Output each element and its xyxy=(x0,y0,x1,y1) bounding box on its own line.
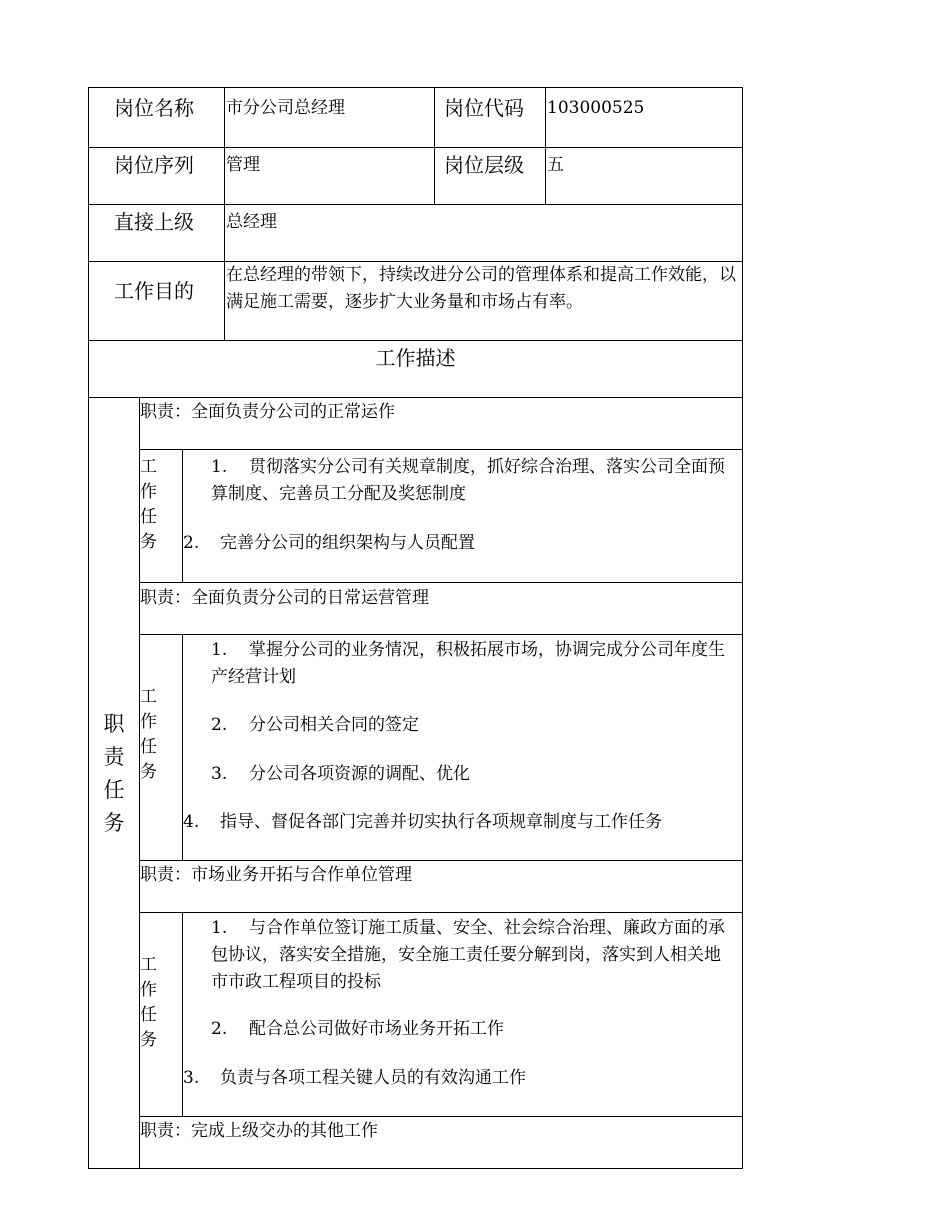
task-text: 掌握分公司的业务情况，积极拓展市场，协调完成分公司年度生产经营计划 xyxy=(211,640,725,687)
task-text: 分公司相关合同的签定 xyxy=(249,715,419,735)
duty-tasks-label: 职责任务 xyxy=(103,712,125,835)
level-value: 五 xyxy=(547,155,564,175)
table-rule xyxy=(139,582,743,583)
table-rule xyxy=(545,87,546,205)
task-text: 贯彻落实分公司有关规章制度，抓好综合治理、落实公司全面预算制度、完善员工分配及奖惩制度 xyxy=(211,457,725,504)
position-code-label: 岗位代码 xyxy=(444,96,524,120)
task-number: 1. xyxy=(211,640,228,660)
superior-label: 直接上级 xyxy=(114,210,194,234)
purpose-label: 工作目的 xyxy=(114,279,194,303)
duty-title: 职责：全面负责分公司的正常运作 xyxy=(140,402,395,422)
table-rule xyxy=(139,860,743,861)
table-rule xyxy=(742,87,743,1169)
task-number: 4. xyxy=(183,812,200,832)
task-text: 分公司各项资源的调配、优化 xyxy=(249,764,470,784)
task-number: 1. xyxy=(211,457,228,477)
table-rule xyxy=(88,147,743,148)
task-label: 工作任务 xyxy=(140,457,157,552)
sequence-label: 岗位序列 xyxy=(114,153,194,177)
level-label: 岗位层级 xyxy=(444,153,524,177)
purpose-value: 在总经理的带领下，持续改进分公司的管理体系和提高工作效能，以满足施工需要，逐步扩大业务量和市场占有率。 xyxy=(226,265,736,312)
table-rule xyxy=(182,449,183,583)
task-number: 1. xyxy=(211,918,228,938)
task-text: 配合总公司做好市场业务开拓工作 xyxy=(249,1019,504,1039)
position-name-label: 岗位名称 xyxy=(114,96,194,120)
task-text: 与合作单位签订施工质量、安全、社会综合治理、廉政方面的承包协议，落实安全措施，安全施工责任要分解到岗，落实到人相关地市市政工程项目的投标 xyxy=(211,918,725,992)
table-rule xyxy=(139,634,743,635)
task-text: 负责与各项工程关键人员的有效沟通工作 xyxy=(220,1068,526,1088)
table-rule xyxy=(139,449,743,450)
task-number: 2. xyxy=(211,715,228,735)
sequence-value: 管理 xyxy=(226,155,260,175)
section-title: 工作描述 xyxy=(375,346,456,370)
duty-title: 职责：全面负责分公司的日常运营管理 xyxy=(140,588,429,608)
position-code-value: 103000525 xyxy=(547,98,645,118)
duty-title: 职责：完成上级交办的其他工作 xyxy=(140,1121,378,1141)
table-rule xyxy=(139,912,743,913)
table-rule xyxy=(88,340,743,341)
table-rule xyxy=(88,1168,743,1169)
table-rule xyxy=(434,87,435,205)
task-text: 指导、督促各部门完善并切实执行各项规章制度与工作任务 xyxy=(220,812,662,832)
table-rule xyxy=(88,397,743,398)
task-number: 3. xyxy=(211,764,228,784)
task-number: 2. xyxy=(211,1019,228,1039)
task-number: 2. xyxy=(183,533,200,553)
duty-title: 职责：市场业务开拓与合作单位管理 xyxy=(140,865,412,885)
task-number: 3. xyxy=(183,1068,200,1088)
task-text: 完善分公司的组织架构与人员配置 xyxy=(220,533,475,553)
table-rule xyxy=(88,204,743,205)
position-name-value: 市分公司总经理 xyxy=(226,98,345,118)
table-rule xyxy=(139,1116,743,1117)
superior-value: 总经理 xyxy=(226,212,277,232)
table-rule xyxy=(88,87,743,88)
task-label: 工作任务 xyxy=(140,687,157,782)
table-rule xyxy=(224,87,225,341)
task-label: 工作任务 xyxy=(140,955,157,1050)
table-rule xyxy=(88,87,89,1169)
